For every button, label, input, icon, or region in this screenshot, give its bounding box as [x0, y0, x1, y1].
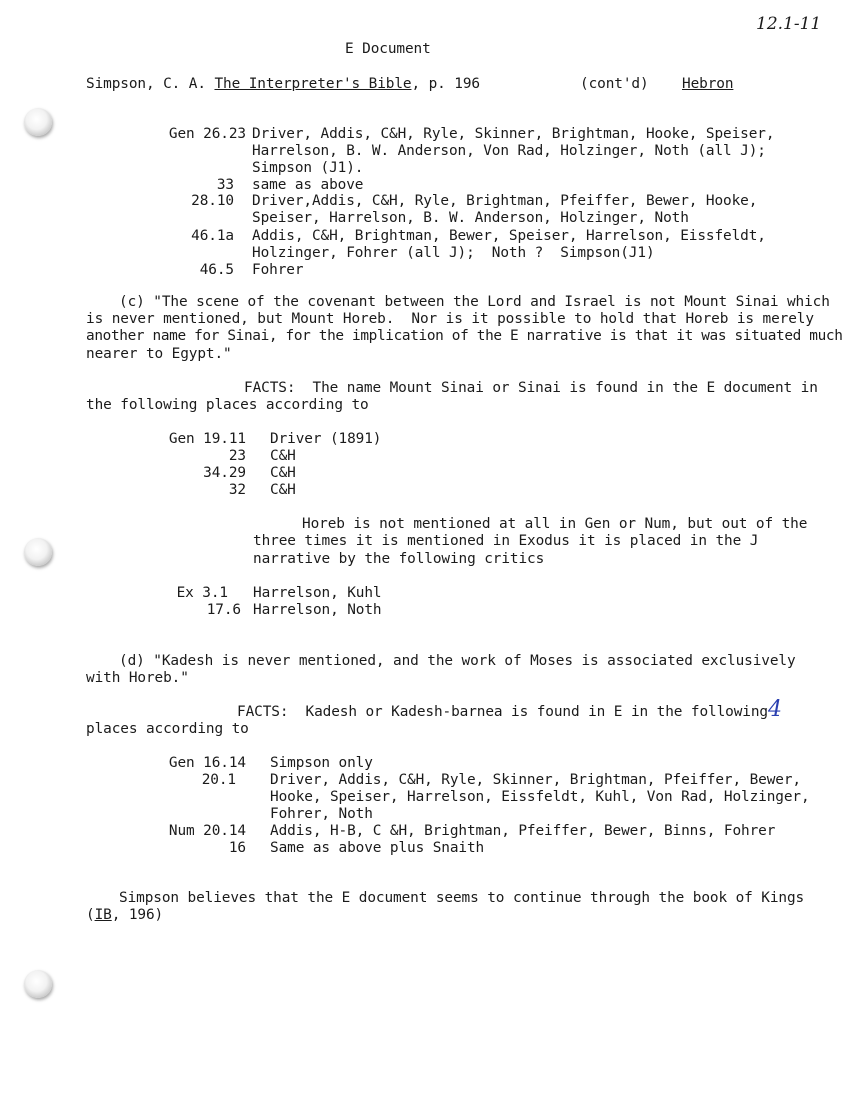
ref-33: 33 [216, 177, 234, 193]
ref-text-line: Holzinger, Fohrer (all J); Noth ? Simpson(J1) [252, 245, 655, 261]
closing-citation [86, 907, 163, 924]
facts-c-line: FACTS: The name Mount Sinai or Sinai is found in the E document in [244, 380, 818, 396]
ref-ex-3-1: Ex 3.1 [176, 585, 228, 601]
ref-gen-16-14: Gen 16.14 [168, 755, 246, 771]
ref-text-line: Same as above plus Snaith [270, 840, 485, 856]
para-d-line: (d) "Kadesh is never mentioned, and the work of Moses is associated exclusively [119, 653, 796, 669]
handwritten-page-number: 12.1-11 [756, 14, 822, 34]
ref-28-10: 28.10 [191, 193, 234, 209]
para-c-line: (c) "The scene of the covenant between the Lord and Israel is not Mount Sinai which [119, 294, 830, 310]
ref-text-line: Fohrer, Noth [270, 806, 373, 822]
ref-gen-26-23: Gen 26.23 [168, 126, 246, 142]
para-d-line: with Horeb." [86, 670, 189, 686]
page-title: E Document [345, 41, 431, 57]
ref-20-1: 20.1 [201, 772, 236, 788]
ref-16: 16 [228, 840, 246, 856]
punch-hole-middle [24, 538, 52, 566]
punch-hole-bottom [24, 970, 52, 998]
ref-46-5: 46.5 [199, 262, 234, 278]
para-c-line: is never mentioned, but Mount Horeb. Nor is it possible to hold that Horeb is merely [86, 311, 814, 327]
ref-text-line: Simpson only [270, 755, 373, 771]
citation-author: Simpson, C. A. [86, 76, 206, 92]
facts-d-line: FACTS: Kadesh or Kadesh-barnea is found in E in the following [237, 704, 768, 720]
citation-page: , p. 196 [411, 76, 480, 92]
ref-text-line: Addis, H-B, C &H, Brightman, Pfeiffer, Bewer, Binns, Fohrer [270, 823, 776, 839]
ref-num-20-14: Num 20.14 [168, 823, 246, 839]
ref-text-line: Harrelson, Noth [253, 602, 382, 618]
ref-46-1a: 46.1a [191, 228, 234, 244]
contd-label: (cont'd) [580, 76, 649, 92]
ref-text-line: Driver,Addis, C&H, Ryle, Brightman, Pfeiffer, Bewer, Hooke, [252, 193, 758, 209]
ref-text-line: Driver, Addis, C&H, Ryle, Skinner, Brightman, Hooke, Speiser, [252, 126, 775, 142]
ref-text-line: C&H [270, 482, 296, 498]
ref-text-line: C&H [270, 465, 296, 481]
ref-text-line: Simpson (J1). [252, 160, 364, 176]
ref-23: 23 [228, 448, 246, 464]
facts-d-line: places according to [86, 721, 249, 737]
horeb-note-line: three times it is mentioned in Exodus it is placed in the J [253, 533, 759, 549]
closing-line: Simpson believes that the E document seems to continue through the book of Kings [119, 890, 805, 906]
ref-text-line: Driver (1891) [270, 431, 382, 447]
closing-open-paren: ( [86, 907, 95, 923]
para-c-line: another name for Sinai, for the implication of the E narrative is that it was situated much [86, 328, 843, 344]
ref-32: 32 [228, 482, 246, 498]
horeb-note-line: narrative by the following critics [253, 551, 545, 567]
ref-text-line: Harrelson, B. W. Anderson, Von Rad, Holzinger, Noth (all J); [252, 143, 766, 159]
ref-text-line: same as above [252, 177, 364, 193]
ref-17-6: 17.6 [206, 602, 241, 618]
ref-text-line: Addis, C&H, Brightman, Bewer, Speiser, Harrelson, Eissfeldt, [252, 228, 766, 244]
citation-line [86, 76, 480, 93]
punch-hole-top [24, 108, 52, 136]
ref-text-line: Fohrer [252, 262, 304, 278]
ref-34-29: 34.29 [203, 465, 246, 481]
closing-rest: , 196) [111, 907, 164, 923]
ref-gen-19-11: Gen 19.11 [168, 431, 246, 447]
ref-text-line: Driver, Addis, C&H, Ryle, Skinner, Brightman, Pfeiffer, Bewer, [270, 772, 801, 788]
horeb-note-line: Horeb is not mentioned at all in Gen or Num, but out of the [302, 516, 808, 532]
ref-text-line: Harrelson, Kuhl [253, 585, 382, 601]
ref-text-line: Hooke, Speiser, Harrelson, Eissfeldt, Kuhl, Von Rad, Holzinger, [270, 789, 810, 805]
ref-text-line: C&H [270, 448, 296, 464]
handwritten-count: 4 [768, 697, 782, 722]
citation-book: The Interpreter's Bible [214, 76, 412, 92]
closing-ib: IB [94, 907, 112, 923]
location-label: Hebron [682, 76, 734, 92]
para-c-line: nearer to Egypt." [86, 346, 232, 362]
facts-c-line: the following places according to [86, 397, 369, 413]
ref-text-line: Speiser, Harrelson, B. W. Anderson, Holzinger, Noth [252, 210, 689, 226]
